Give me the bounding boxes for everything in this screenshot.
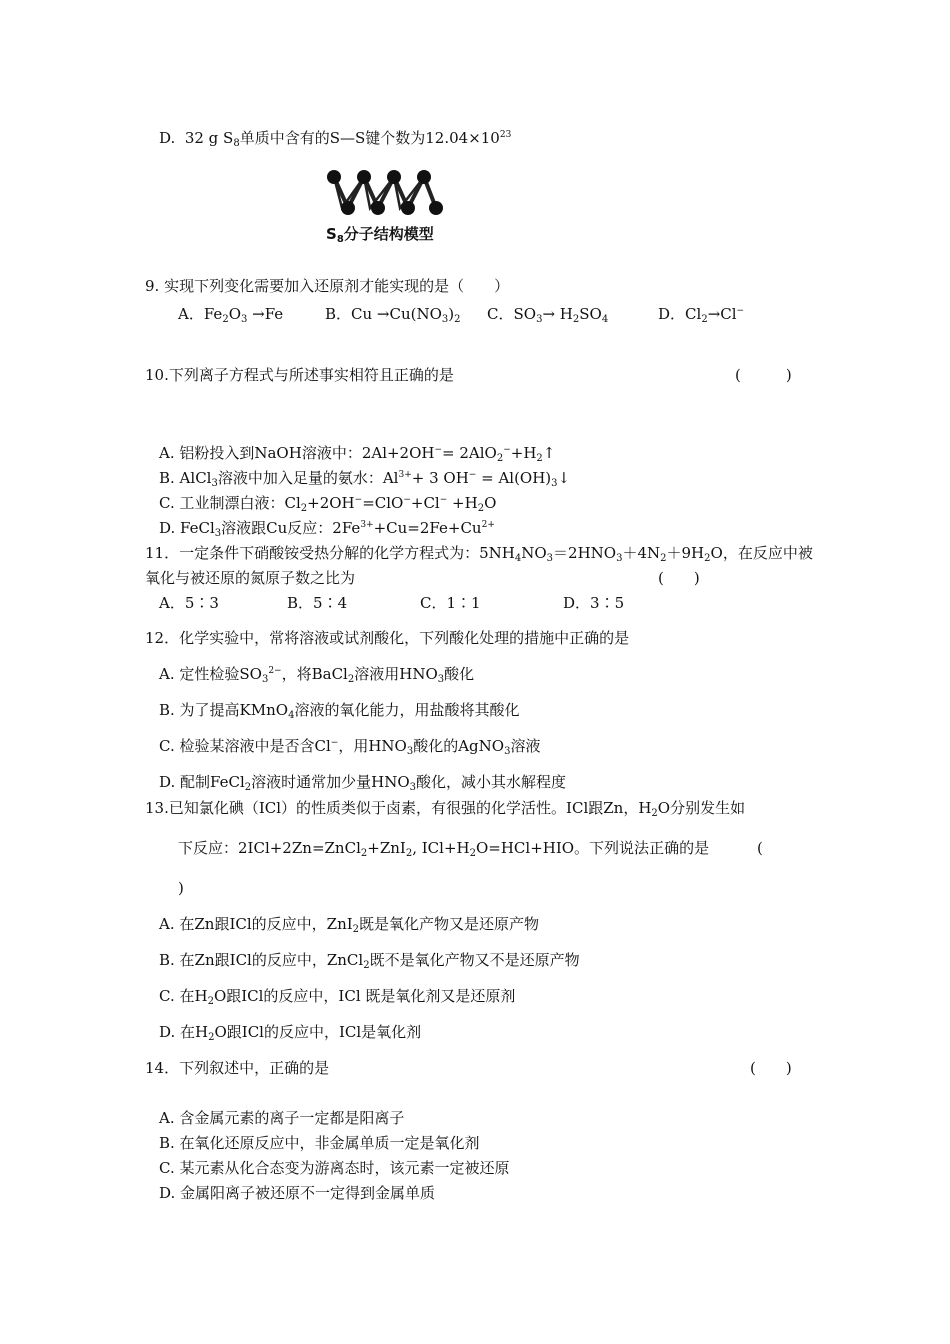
q10-a-sub2: 2 <box>536 453 543 464</box>
q12-c-t1: C. 检验某溶液中是否含Cl <box>159 737 331 755</box>
q8-d-text-2: 单质中含有的S—S键个数为12.04×10 <box>239 129 500 147</box>
sulfur-atom <box>401 201 415 215</box>
q10-a-t3: +H <box>510 444 537 462</box>
q11-answer-paren: ( ) <box>658 569 700 587</box>
q10-b-sub1: 3 <box>211 478 218 489</box>
q12-c-t4: 溶液 <box>510 737 541 755</box>
q13-option-b <box>159 950 580 970</box>
q12-d-t3: 酸化，减小其水解程度 <box>416 773 567 791</box>
q12-a-t4: 酸化 <box>444 665 475 683</box>
q12-option-b <box>159 700 519 720</box>
q10-b-t4: = Al(OH) <box>476 469 552 487</box>
q13-a-s1: 2 <box>352 924 360 935</box>
q9-d-sup: − <box>736 306 745 316</box>
q13-option-a <box>159 914 539 934</box>
q11-stem-line1 <box>145 543 813 563</box>
q13-d-s1: 2 <box>208 1032 215 1043</box>
q9-option-d <box>658 304 744 324</box>
q10-b-sup1: 3+ <box>398 470 412 480</box>
q14-option-c: C. 某元素从化合态变为游离态时，该元素一定被还原 <box>159 1159 510 1177</box>
q13-option-d <box>159 1022 421 1042</box>
q10-d-sub1: 3 <box>214 528 222 539</box>
sulfur-atom <box>357 170 371 184</box>
q11-t3: ＝2HNO <box>553 544 617 562</box>
s8-figure-caption <box>326 223 434 244</box>
q9-d-t1: D．Cl <box>658 305 702 323</box>
q12-c-sub2: 3 <box>504 746 511 757</box>
q10-a-t1: A. 铝粉投入到NaOH溶液中：2Al+2OH <box>159 444 435 462</box>
q9-d-t2: →Cl <box>707 305 737 323</box>
q13-b-t1: B. 在Zn跟ICl的反应中，ZnCl <box>159 951 364 969</box>
q11-s2: 3 <box>546 553 554 564</box>
caption-sub: 8 <box>336 234 344 245</box>
q10-b-sub2: 3 <box>551 478 558 489</box>
q13-l2-s2: 2 <box>405 848 413 859</box>
q10-c-t2: +2OH <box>307 494 355 512</box>
q12-a-sub3: 3 <box>437 674 445 685</box>
q9-c-s1: 3 <box>536 314 543 325</box>
q10-a-sup2: − <box>503 445 511 455</box>
q9-c-s3: 4 <box>601 314 609 325</box>
caption-text: 分子结构模型 <box>343 225 434 243</box>
q10-a-sub1: 2 <box>496 453 504 464</box>
caption-s: S <box>326 225 337 243</box>
q9-a-t3: →Fe <box>247 305 284 323</box>
q9-a-t1: A．Fe <box>178 305 223 323</box>
q10-b-t5: ↓ <box>557 469 571 487</box>
q10-option-d <box>159 518 495 538</box>
q10-c-t5: +H <box>447 494 478 512</box>
q8-d-label: D. <box>159 129 176 147</box>
q10-c-t3: =ClO <box>362 494 404 512</box>
q12-option-d <box>159 772 566 792</box>
q10-option-b <box>159 468 570 488</box>
q13-stem-line2 <box>178 838 709 858</box>
q10-stem: 10.下列离子方程式与所述事实相符且正确的是 <box>145 366 454 384</box>
q12-c-sub1: 3 <box>406 746 414 757</box>
q9-b-t2: ) <box>448 305 455 323</box>
q9-option-a <box>178 304 283 324</box>
q11-t5: ＋9H <box>666 544 705 562</box>
q13-l2-s3: 2 <box>469 848 476 859</box>
q11-s5: 2 <box>704 553 711 564</box>
q9-b-s1: 3 <box>441 314 449 325</box>
q9-b-s2: 2 <box>454 314 461 325</box>
q10-d-sup1: 3+ <box>360 520 374 530</box>
q13-a-t2: 既是氧化产物又是还原产物 <box>359 915 540 933</box>
q10-a-sup1: − <box>434 445 443 455</box>
q10-b-t1: B. AlCl <box>159 469 212 487</box>
q12-option-c <box>159 736 540 756</box>
q10-answer-paren: ( ) <box>735 366 792 384</box>
q10-option-a <box>159 443 555 463</box>
q11-t2: NO <box>521 544 547 562</box>
q10-a-t4: ↑ <box>542 444 556 462</box>
q12-a-sub2: 2 <box>347 674 355 685</box>
q10-d-sup2: 2+ <box>481 520 495 530</box>
q13-d-t2: O跟ICl的反应中，ICl是氧化剂 <box>214 1023 422 1041</box>
q12-d-sub2: 3 <box>409 782 417 793</box>
q13-l1-t2: O分别发生如 <box>657 799 746 817</box>
q9-a-s2: 3 <box>241 314 248 325</box>
q10-c-sub2: 2 <box>477 503 485 514</box>
q9-option-b <box>325 304 461 324</box>
q12-d-t1: D. 配制FeCl <box>159 773 245 791</box>
s8-crown-diagram <box>320 163 450 221</box>
q14-option-d: D. 金属阳离子被还原不一定得到金属单质 <box>159 1184 436 1202</box>
sulfur-atom <box>341 201 355 215</box>
q13-stem-line1 <box>145 798 745 818</box>
q9-a-s1: 2 <box>222 314 229 325</box>
q10-d-t1: D. FeCl <box>159 519 215 537</box>
q13-l2-t2: +ZnI <box>367 839 406 857</box>
q13-paren-open: ( <box>757 839 763 857</box>
q10-c-t4: +Cl <box>410 494 440 512</box>
q9-stem: 9. 实现下列变化需要加入还原剂才能实现的是（ ） <box>145 277 510 295</box>
q13-c-s1: 2 <box>207 996 214 1007</box>
q10-b-t2: 溶液中加入足量的氨水：Al <box>217 469 399 487</box>
q12-a-t2: ，将BaCl <box>281 665 348 683</box>
q10-c-t1: C. 工业制漂白液：Cl <box>159 494 301 512</box>
sulfur-atom <box>429 201 443 215</box>
q13-paren-close: ) <box>178 879 184 897</box>
q9-b-t1: B．Cu →Cu(NO <box>325 305 442 323</box>
sulfur-atom <box>327 170 341 184</box>
q11-t6: O，在反应中被 <box>710 544 813 562</box>
q10-c-sup1: − <box>354 495 363 505</box>
q9-a-t2: O <box>228 305 241 323</box>
q13-option-c <box>159 986 515 1006</box>
q10-a-t2: = 2AlO <box>442 444 497 462</box>
q12-d-t2: 溶液时通常加少量HNO <box>251 773 410 791</box>
q11-s4: 2 <box>660 553 667 564</box>
q14-stem: 14．下列叙述中，正确的是 <box>145 1059 330 1077</box>
s8-structure-figure <box>320 163 450 243</box>
q12-a-sup1: 2− <box>268 666 282 676</box>
q11-t4: ＋4N <box>622 544 661 562</box>
q10-c-t6: O <box>484 494 497 512</box>
q12-a-t3: 溶液用HNO <box>354 665 438 683</box>
q9-d-s1: 2 <box>701 314 708 325</box>
q13-l2-t3: , ICl+H <box>412 839 470 857</box>
q13-l1-t1: 13.已知氯化碘（ICl）的性质类似于卤素，有很强的化学活性。ICl跟Zn，H <box>145 799 652 817</box>
q13-d-t1: D. 在H <box>159 1023 209 1041</box>
q10-b-t3: + 3 OH <box>411 469 469 487</box>
sulfur-atom <box>387 170 401 184</box>
q14-option-a: A. 含金属元素的离子一定都是阳离子 <box>159 1109 405 1127</box>
q8-d-text-1: 32 g S <box>184 129 234 147</box>
sulfur-atom <box>417 170 431 184</box>
q13-b-s1: 2 <box>363 960 370 971</box>
q12-c-sup1: − <box>330 738 339 748</box>
q12-a-sub1: 3 <box>261 674 269 685</box>
q10-c-sub1: 2 <box>300 503 308 514</box>
q12-b-t2: 溶液的氧化能力，用盐酸将其酸化 <box>294 701 520 719</box>
q11-option-d: D．3∶5 <box>563 594 625 612</box>
q12-d-sub1: 2 <box>244 782 252 793</box>
q10-option-c <box>159 493 496 513</box>
q9-option-c <box>487 304 608 324</box>
q10-c-sup3: − <box>439 495 448 505</box>
q9-c-t2: → H <box>542 305 573 323</box>
q13-l2-t1: 下反应：2ICl+2Zn=ZnCl <box>178 839 361 857</box>
q12-a-t1: A. 定性检验SO <box>159 665 262 683</box>
q11-s1: 4 <box>514 553 522 564</box>
q11-t1: 11．一定条件下硝酸铵受热分解的化学方程式为：5NH <box>145 544 515 562</box>
q12-stem: 12．化学实验中，常将溶液或试剂酸化，下列酸化处理的措施中正确的是 <box>145 629 630 647</box>
q14-option-b: B. 在氧化还原反应中，非金属单质一定是氧化剂 <box>159 1134 480 1152</box>
q13-c-t1: C. 在H <box>159 987 208 1005</box>
q11-option-b: B．5∶4 <box>287 594 348 612</box>
q8-d-sub: 8 <box>233 138 240 149</box>
q9-c-s2: 2 <box>572 314 580 325</box>
q9-c-t3: SO <box>579 305 602 323</box>
q12-b-t1: B. 为了提高KMnO <box>159 701 289 719</box>
q10-d-t2: 溶液跟Cu反应：2Fe <box>221 519 361 537</box>
q11-option-c: C．1∶1 <box>420 594 481 612</box>
q9-c-t1: C．SO <box>487 305 537 323</box>
q11-stem-line2: 氧化与被还原的氮原子数之比为 <box>145 569 356 587</box>
q10-d-t3: +Cu=2Fe+Cu <box>373 519 482 537</box>
q12-c-t2: ，用HNO <box>338 737 407 755</box>
q13-b-t2: 既不是氧化产物又不是还原产物 <box>369 951 580 969</box>
sulfur-atom <box>371 201 385 215</box>
q12-option-a <box>159 664 474 684</box>
q13-c-t2: O跟ICl的反应中，ICl 既是氧化剂又是还原剂 <box>213 987 516 1005</box>
q13-a-t1: A. 在Zn跟ICl的反应中，ZnI <box>159 915 353 933</box>
q13-l2-s1: 2 <box>360 848 368 859</box>
q12-c-t3: 酸化的AgNO <box>413 737 505 755</box>
q10-c-sup2: − <box>403 495 411 505</box>
q10-b-sup2: − <box>468 470 477 480</box>
q11-option-a: A．5∶3 <box>159 594 219 612</box>
q8-option-d <box>159 128 511 148</box>
q13-l1-s1: 2 <box>651 808 658 819</box>
q12-b-sub1: 4 <box>288 710 295 721</box>
q14-answer-paren: ( ) <box>750 1059 792 1077</box>
q8-d-sup: 23 <box>499 130 512 140</box>
q11-s3: 3 <box>616 553 623 564</box>
q13-l2-t4: O=HCl+HIO。下列说法正确的是 <box>475 839 710 857</box>
